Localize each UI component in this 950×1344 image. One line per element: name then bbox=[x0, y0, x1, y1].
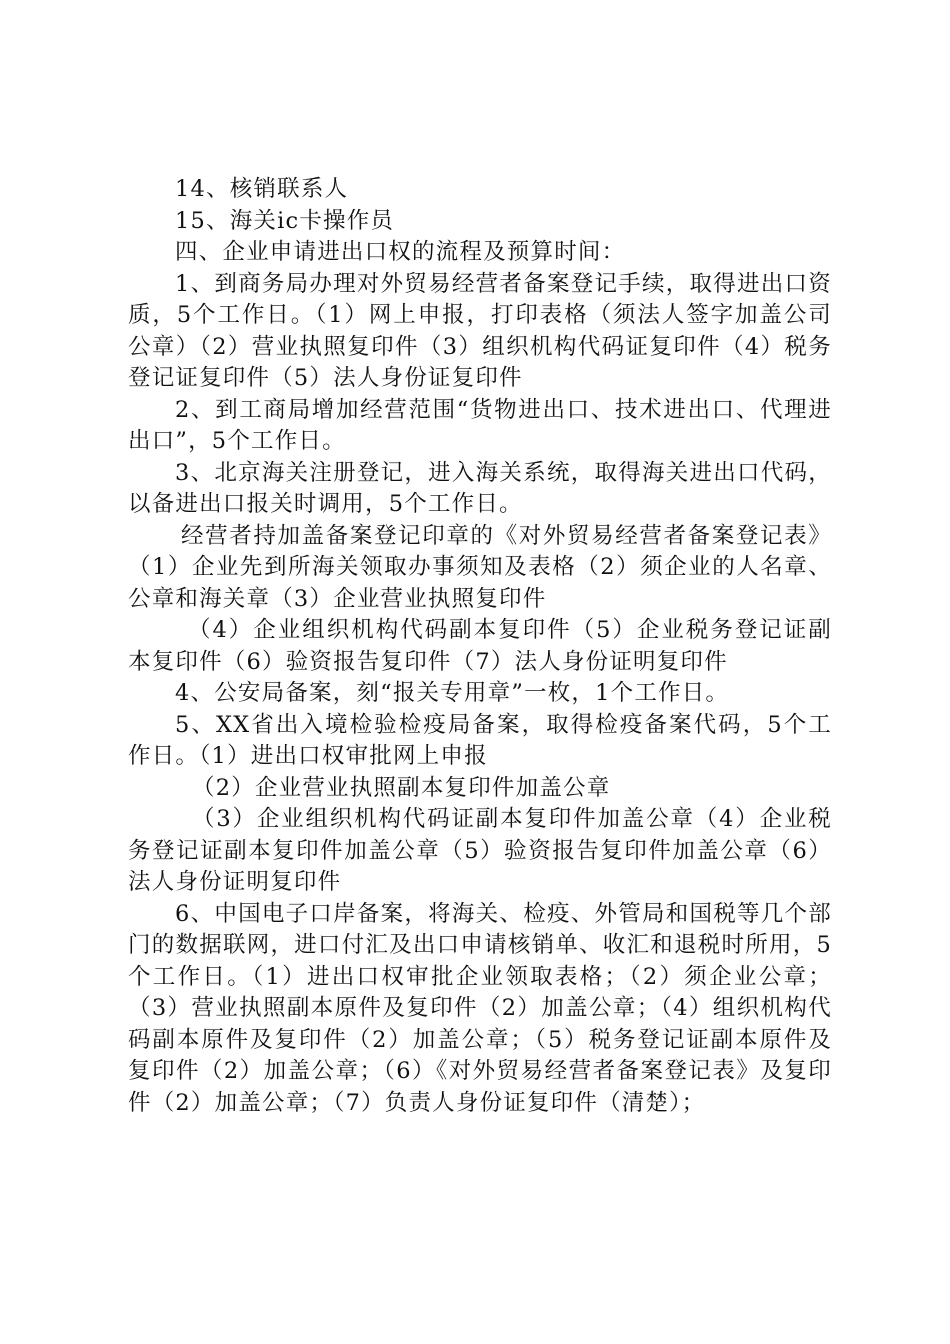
step-5-items-3-6-paragraph: （3）企业组织机构代码证副本复印件加盖公章（4）企业税务登记证副本复印件加盖公章（5）验资报告复印件加盖公章（6）法人身份证明复印件 bbox=[128, 806, 832, 895]
step-3-documents-paragraph: （4）企业组织机构代码副本复印件（5）企业税务登记证副本复印件（6）验资报告复印件（7）法人身份证明复印件 bbox=[128, 617, 832, 675]
step-4-paragraph: 4、公安局备案，刻“报关专用章”一枚，1个工作日。 bbox=[175, 680, 730, 706]
step-5-item-2-paragraph: （2）企业营业执照副本复印件加盖公章 bbox=[192, 774, 611, 801]
paragraph-item-15: 15、海关ic卡操作员 bbox=[175, 207, 395, 234]
step-1-paragraph: 1、到商务局办理对外贸易经营者备案登记手续，取得进出口资质，5个工作日。（1）网上申报，打印表格（须法人签字加盖公司公章）（2）营业执照复印件（3）组织机构代码证复印件（4）税务登记证复印件（5）法人身份证复印件 bbox=[128, 270, 832, 391]
paragraph-item-14: 14、核销联系人 bbox=[175, 176, 349, 202]
step-3-paragraph: 3、北京海关注册登记，进入海关系统，取得海关进出口代码，以备进出口报关时调用，5个工作日。 bbox=[128, 459, 832, 517]
step-5-paragraph: 5、XX省出入境检验检疫局备案，取得检疫备案代码，5个工作日。（1）进出口权审批网上申报 bbox=[128, 711, 832, 769]
step-3-requirements-paragraph: 经营者持加盖备案登记印章的《对外贸易经营者备案登记表》（1）企业先到所海关领取办事须知及表格（2）须企业的人名章、公章和海关章（3）企业营业执照复印件 bbox=[128, 522, 832, 612]
step-6-paragraph: 6、中国电子口岸备案，将海关、检疫、外管局和国税等几个部门的数据联网，进口付汇及出口申请核销单、收汇和退税时所用，5个工作日。（1）进出口权审批企业领取表格；（2）须企业公章；（3）营业执照副本原件及复印件（2）加盖公章；（4）组织机构代码副本原件及复印件（2）加盖公章；（5）税务登记证副本原件及复印件（2）加盖公章；（6）《对外贸易经营者备案登记表》及复印件（2）加盖公章；（7）负责人身份证复印件（清楚）； bbox=[128, 900, 832, 1116]
step-2-paragraph: 2、到工商局增加经营范围“货物进出口、技术进出口、代理进出口”，5个工作日。 bbox=[128, 396, 832, 454]
document-body bbox=[128, 174, 832, 1119]
section-heading-4: 四、企业申请进出口权的流程及预算时间： bbox=[175, 239, 626, 265]
